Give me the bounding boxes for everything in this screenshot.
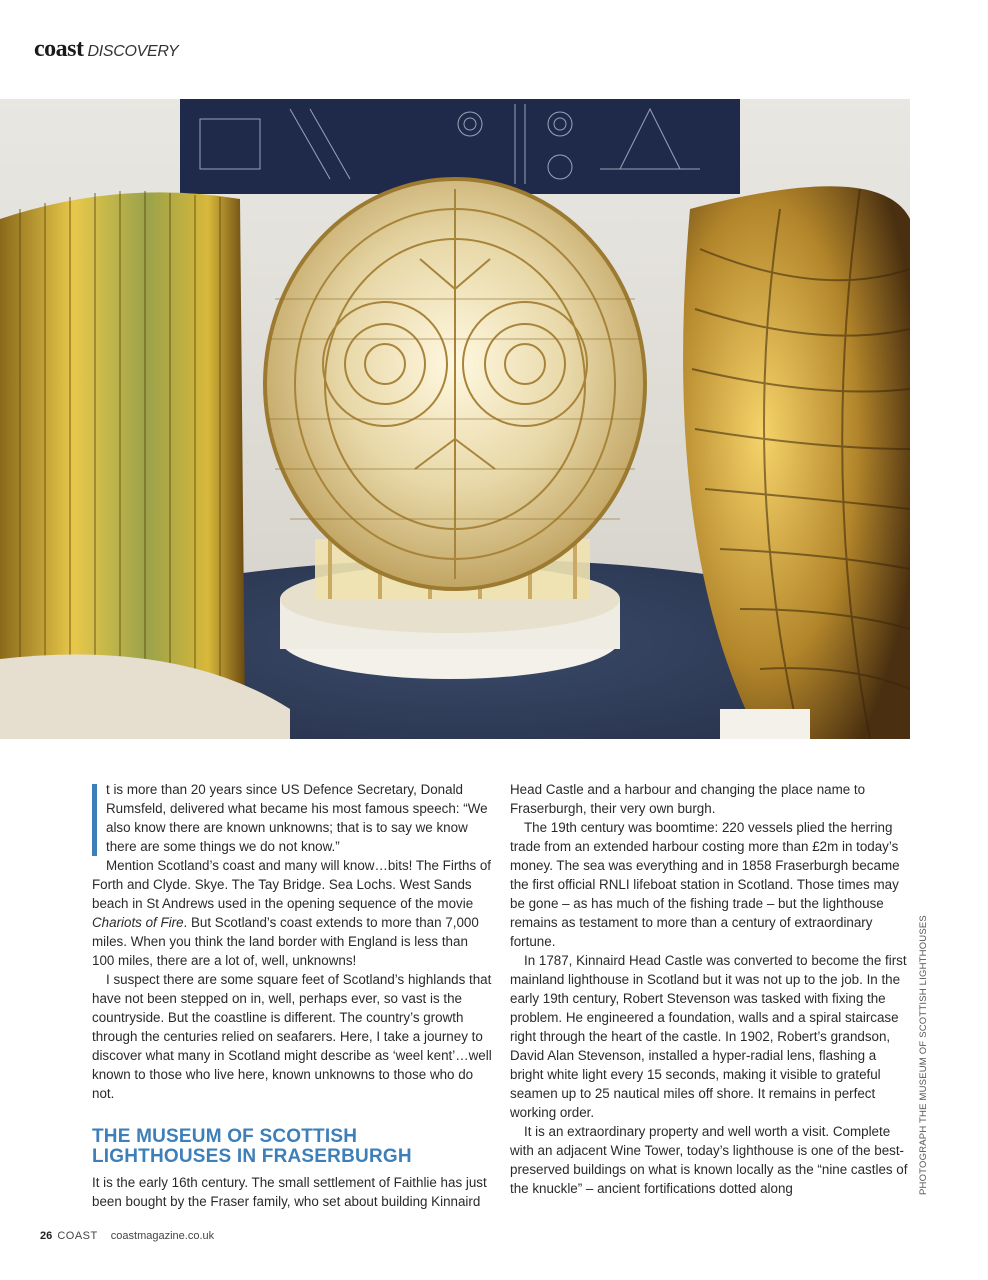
brand-logo: coast	[34, 36, 84, 62]
paragraph: It is an extraordinary property and well worth a visit. Complete with an adjacent Wine Tower, today’s lighthouse is one of the best-preserved buildings on what is known locally as the “nine castles of the knuckle” – ancient fortifications dotted along	[510, 1124, 908, 1196]
section-heading: THE MUSEUM OF SCOTTISH LIGHTHOUSES IN FRASERBURGH	[92, 1126, 412, 1167]
feature-photo	[0, 99, 910, 739]
paragraph: In 1787, Kinnaird Head Castle was converted to become the first mainland lighthouse in Scotland but it was not up to the job. In the early 19th century, Robert Stevenson was tasked with fixing the problem. He engineered a foundation, walls and a spiral staircase right through the heart of the castle. In 1902, Robert’s grandson, David Alan Stevenson, installed a hyper-radial lens, flashing a bright white light every 15 seconds, making it visible to grateful seamen up to 25 nautical miles off shore. It remains in perfect working order.	[510, 953, 907, 1120]
magazine-name: COAST	[57, 1230, 98, 1242]
paragraph: The 19th century was boomtime: 220 vessels plied the herring trade from an extended harbour costing more than £2m in today’s money. The sea was everything and in 1858 Fraserburgh became the first official RNLI lifeboat station in Scotland. Those times may be gone – as has much of the fishing trade – but the lighthouse remains as testament to more than a century of extraordinary fortune.	[510, 820, 900, 949]
photo-credit: PHOTOGRAPH THE MUSEUM OF SCOTTISH LIGHTHOUSES	[918, 915, 929, 1195]
paragraph: Head Castle and a harbour and changing the place name to Fraserburgh, their very own burgh.	[510, 782, 866, 816]
paragraph: It is the early 16th century. The small settlement of Faithlie has just been bought by the Fraser family, who set about building Kinnaird	[92, 1175, 487, 1209]
drop-cap-bar	[92, 784, 97, 856]
page-number: 26	[40, 1230, 53, 1242]
lighthouse-lens-image	[0, 99, 910, 739]
paragraph: Mention Scotland’s coast and many will know…bits! The Firths of Forth and Clyde. Skye. The Tay Bridge. Sea Lochs. West Sands beach in St Andrews used in the opening sequence of the movie Chariots of Fire. But Scotland’s coast extends to more than 7,000 miles. When you think the land border with England is less than 100 miles, there are a lot of, well, unknowns!	[92, 858, 492, 968]
intro-paragraph: t is more than 20 years since US Defence Secretary, Donald Rumsfeld, delivered what became his most famous speech: “We also know there are known unknowns; that is to say we know there are some things we do not know.”	[92, 780, 492, 856]
website-url: coastmagazine.co.uk	[110, 1230, 215, 1242]
page-footer	[40, 1230, 214, 1242]
movie-title: Chariots of Fire	[92, 915, 184, 930]
article-column-left	[92, 780, 492, 1211]
section-label: DISCOVERY	[87, 43, 179, 60]
article-column-right	[510, 780, 912, 1198]
page-header	[34, 36, 178, 63]
paragraph: I suspect there are some square feet of Scotland’s highlands that have not been stepped on in, well, perhaps ever, so vast is the countryside. But the coastline is different. The country’s growth through the centuries relied on seafarers. Here, I take a journey to discover what many in Scotland might describe as ‘weel kent’…well known to those who live here, known unknowns to those who do not.	[92, 972, 492, 1101]
